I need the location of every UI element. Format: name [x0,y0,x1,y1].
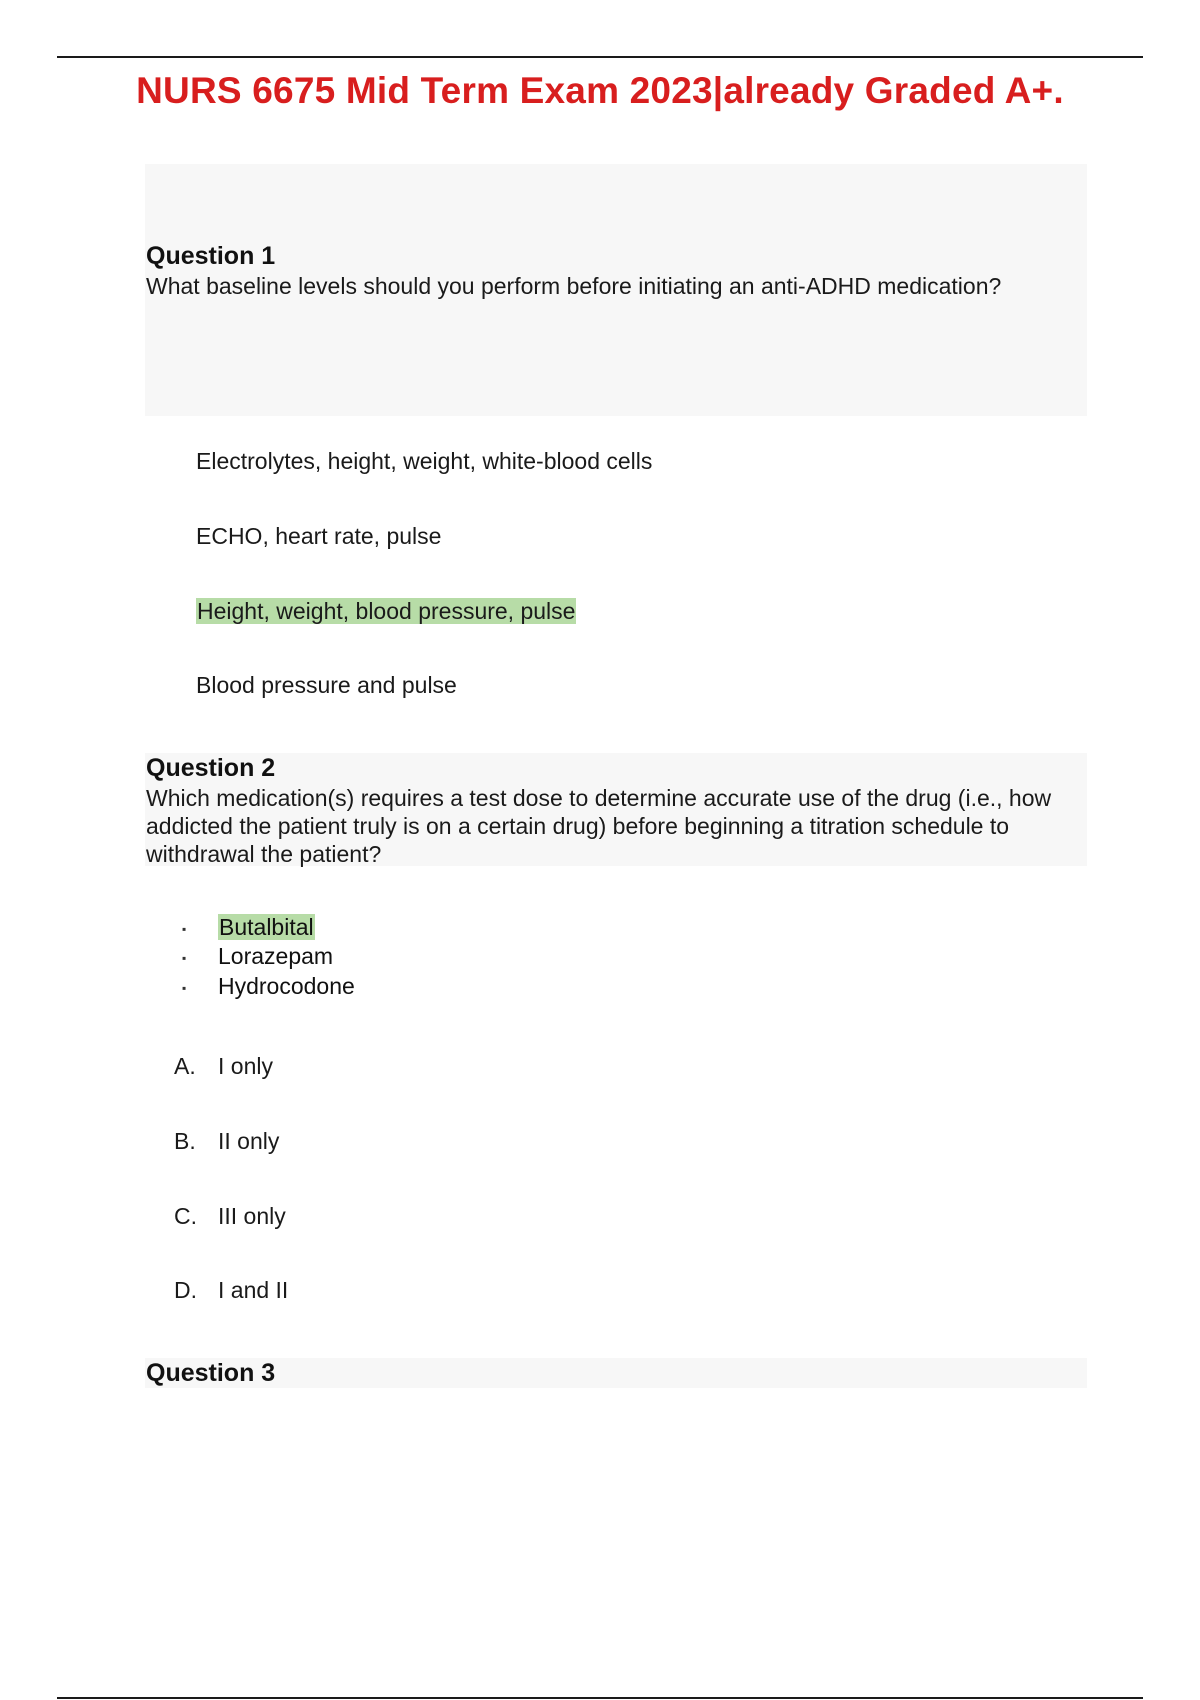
choice-letter: A. [174,1053,196,1079]
top-rule [57,56,1143,58]
choice-text: II only [218,1128,280,1154]
highlighted-answer: Height, weight, blood pressure, pulse [197,598,576,624]
question-1-option-1: Electrolytes, height, weight, white-blood cells [196,448,653,474]
choice-letter: B. [174,1128,196,1154]
highlighted-answer: Butalbital [219,914,314,940]
question-1-option-3 [196,597,576,625]
question-1-option-2: ECHO, heart rate, pulse [196,523,442,549]
bullet-dot-icon: ▪ [182,980,187,995]
choice-text: I and II [218,1277,289,1303]
question-2-choice-c [174,1202,286,1230]
question-3-heading: Question 3 [146,1359,276,1387]
question-3-box [145,1358,1087,1388]
question-2-choice-a [174,1052,273,1080]
question-2-bullet-2 [182,942,333,972]
question-2-text: Which medication(s) requires a test dose to determine accurate use of the drug (i.e., how addicted the patient truly is on a certain drug) before beginning a titration schedule to withdrawal the patient? [146,785,1052,867]
document-title: NURS 6675 Mid Term Exam 2023|already Graded A+. [136,70,1064,111]
question-2-bullet-3 [182,972,355,1002]
choice-letter: C. [174,1203,197,1229]
question-2-heading: Question 2 [146,754,276,782]
question-2-choice-d [174,1276,288,1304]
bullet-text: Lorazepam [218,943,334,969]
question-2-choice-b [174,1127,279,1155]
question-1-option-4: Blood pressure and pulse [196,672,457,698]
question-2-bullet-1 [182,913,315,943]
choice-text: III only [218,1203,286,1229]
question-1-text: What baseline levels should you perform before initiating an anti-ADHD medication? [146,273,1002,299]
choice-text: I only [218,1053,273,1079]
bottom-rule [57,1697,1143,1699]
question-1-heading: Question 1 [146,242,276,270]
bullet-text: Hydrocodone [218,973,355,999]
choice-letter: D. [174,1277,197,1303]
bullet-dot-icon: ▪ [182,921,187,936]
bullet-dot-icon: ▪ [182,950,187,965]
